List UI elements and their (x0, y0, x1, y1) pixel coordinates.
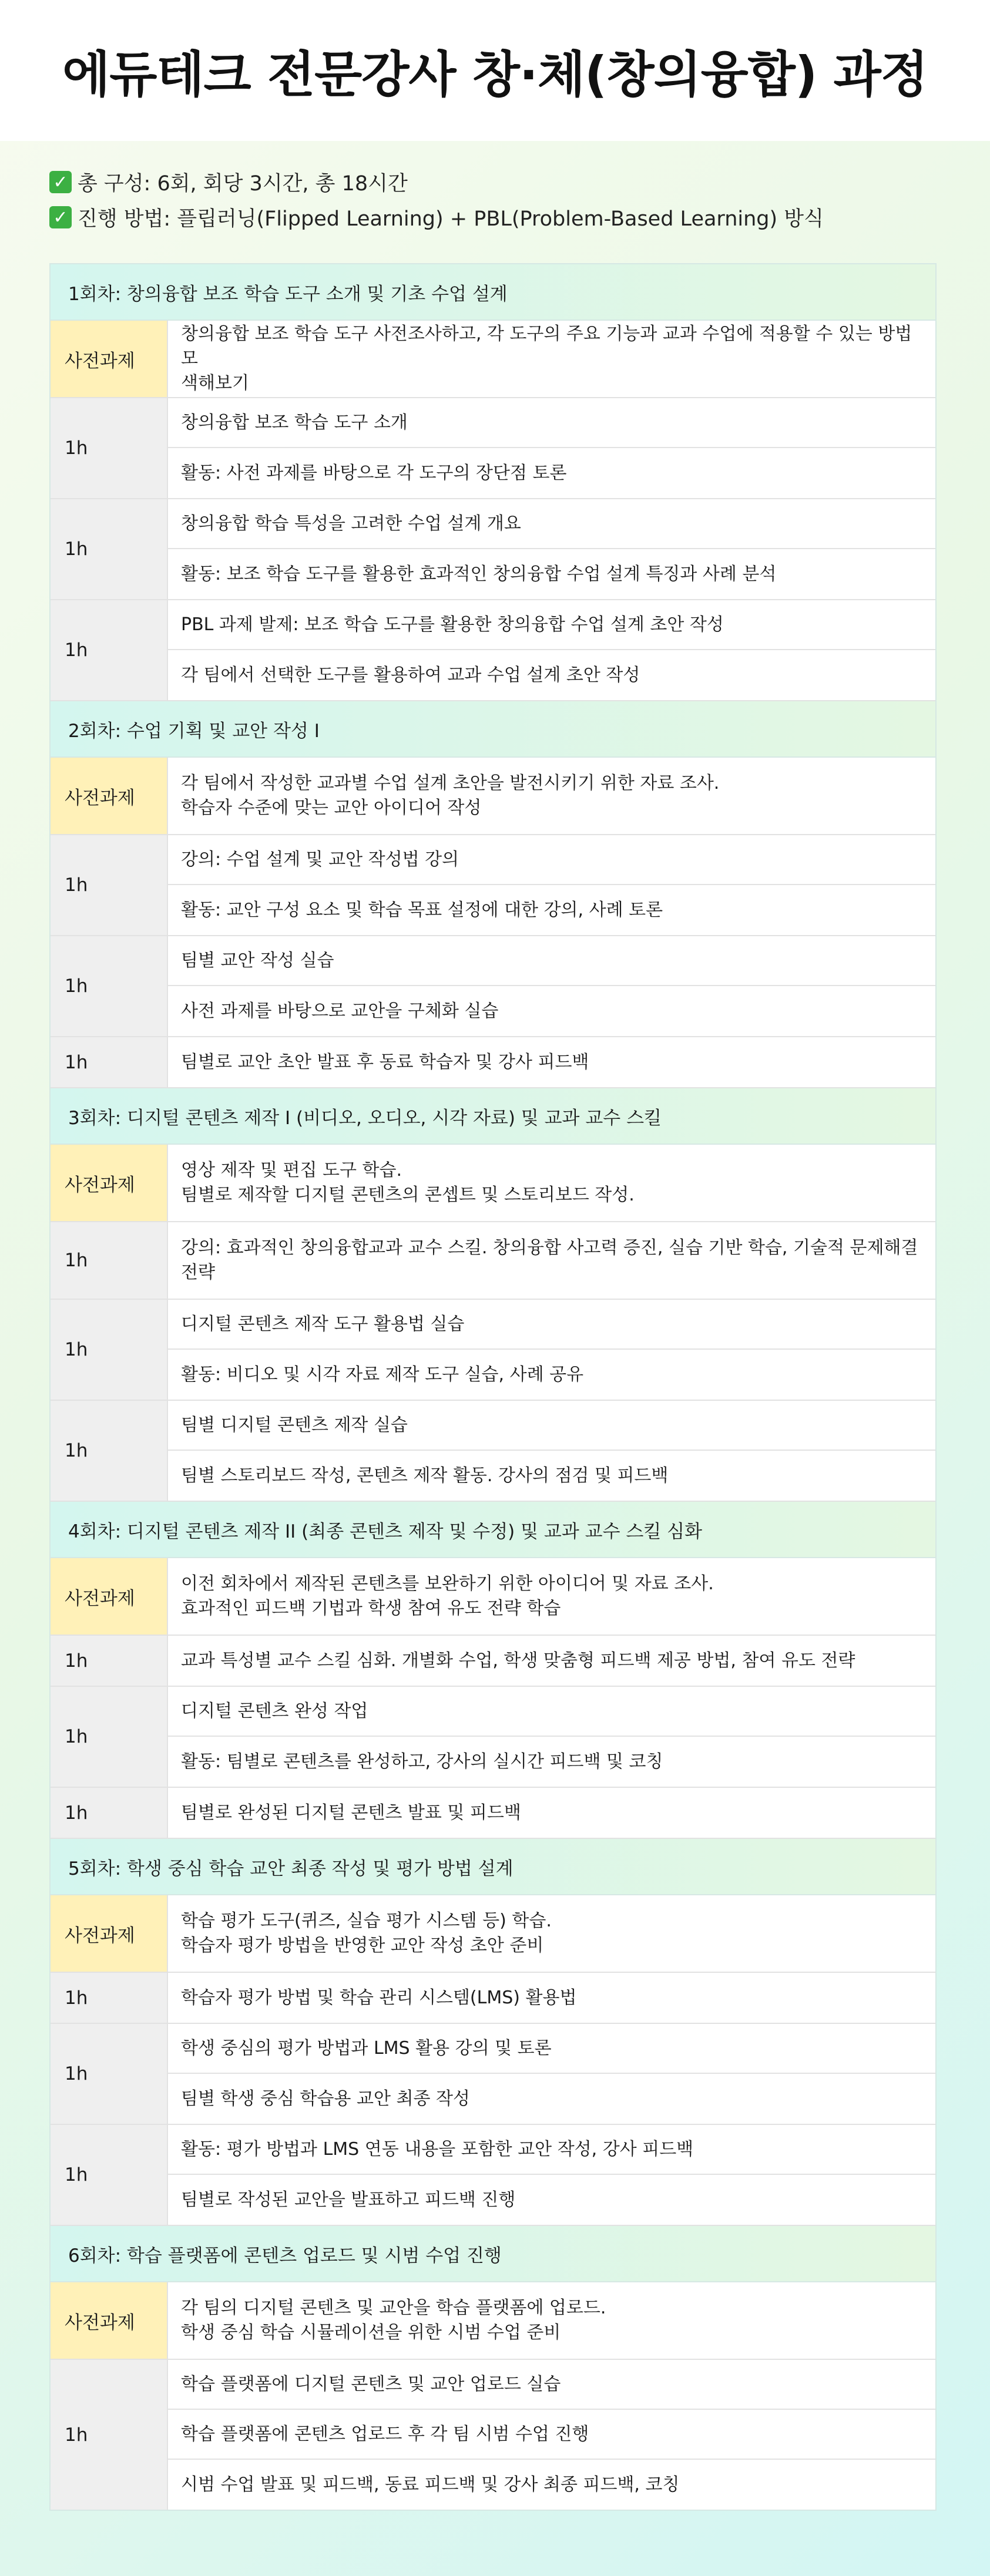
hour-label: 1h (51, 936, 168, 1036)
hour-label: 1h (51, 1037, 168, 1087)
session-title: 2회차: 수업 기획 및 교안 작성 I (51, 701, 935, 758)
activity-text: 활동: 보조 학습 도구를 활용한 효과적인 창의융합 수업 설계 특징과 사례 분석 (181, 563, 777, 584)
activity-item (168, 1451, 935, 1501)
row-content (168, 2360, 935, 2510)
activity-text: 색해보기 (181, 373, 249, 394)
hour-label: 1h (51, 1687, 168, 1787)
hour-label: 1h (51, 1973, 168, 2023)
activity-item (168, 885, 935, 935)
session-title: 3회차: 디지털 콘텐츠 제작 I (비디오, 오디오, 시각 자료) 및 교과 교수 스킬 (51, 1088, 935, 1145)
hour-label: 1h (51, 499, 168, 599)
row-content (168, 936, 935, 1036)
hour-label: 1h (51, 1788, 168, 1838)
row-content (168, 600, 935, 700)
activity-text: 학습 플랫폼에 콘텐츠 업로드 후 각 팀 시범 수업 진행 (181, 2423, 589, 2444)
activity-text: 팀별로 교안 초안 발표 후 동료 학습자 및 강사 피드백 (181, 1051, 589, 1072)
activity-item (168, 1145, 935, 1221)
activity-item (168, 650, 935, 700)
session-row (51, 600, 935, 701)
session-row (51, 2282, 935, 2360)
activity-text: 활동: 팀별로 콘텐츠를 완성하고, 강사의 실시간 피드백 및 코칭 (181, 1751, 663, 1772)
row-content (168, 1636, 935, 1686)
activity-text: 활동: 사전 과제를 바탕으로 각 도구의 장단점 토론 (181, 462, 567, 483)
activity-text: 학습 플랫폼에 디지털 콘텐츠 및 교안 업로드 실습 (181, 2373, 561, 2395)
hour-label: 1h (51, 1636, 168, 1686)
row-content (168, 1145, 935, 1221)
page-title: 에듀테크 전문강사 창·체(창의융합) 과정 (62, 45, 928, 103)
activity-text: 창의융합 보조 학습 도구 소개 (181, 412, 408, 433)
row-content (168, 1401, 935, 1501)
hour-label: 1h (51, 2360, 168, 2510)
hour-label: 1h (51, 1300, 168, 1400)
session-row (51, 321, 935, 398)
activity-text: 각 팀의 디지털 콘텐츠 및 교안을 학습 플랫폼에 업로드. (181, 2298, 606, 2318)
activity-text: 팀별 학생 중심 학습용 교안 최종 작성 (181, 2088, 470, 2109)
activity-text: 팀별로 작성된 교안을 발표하고 피드백 진행 (181, 2189, 516, 2210)
activity-text: 팀별 스토리보드 작성, 콘텐츠 제작 활동. 강사의 점검 및 피드백 (181, 1465, 669, 1486)
session-row (51, 1558, 935, 1636)
activity-item (168, 398, 935, 448)
row-content (168, 1037, 935, 1087)
checkmark-icon: ✓ (49, 206, 72, 228)
activity-text: 디지털 콘텐츠 제작 도구 활용법 실습 (181, 1313, 465, 1334)
intro-text: 총 구성: 6회, 회당 3시간, 총 18시간 (78, 172, 408, 196)
pre-assignment-label: 사전과제 (51, 758, 168, 834)
activity-item (168, 1636, 935, 1686)
activity-text: 전략 (181, 1262, 215, 1283)
activity-item (168, 1300, 935, 1350)
activity-item (168, 1558, 935, 1635)
session-row (51, 1037, 935, 1088)
session-row (51, 1300, 935, 1401)
activity-item (168, 1222, 935, 1299)
activity-text: 팀별로 완성된 디지털 콘텐츠 발표 및 피드백 (181, 1802, 521, 1823)
activity-item (168, 2360, 935, 2410)
activity-text: 학습자 평가 방법을 반영한 교안 작성 초안 준비 (181, 1935, 544, 1956)
activity-text: 효과적인 피드백 기법과 학생 참여 유도 전략 학습 (181, 1598, 561, 1619)
activity-text: 학생 중심의 평가 방법과 LMS 활용 강의 및 토론 (181, 2037, 552, 2059)
activity-text: 창의융합 학습 특성을 고려한 수업 설계 개요 (181, 513, 521, 534)
pre-assignment-label: 사전과제 (51, 1895, 168, 1972)
activity-item (168, 1737, 935, 1787)
activity-text: 교과 특성별 교수 스킬 심화. 개별화 수업, 학생 맞춤형 피드백 제공 방법, 참여 유도 전략 (181, 1650, 855, 1671)
session-row (51, 2360, 935, 2510)
hour-label: 1h (51, 2125, 168, 2225)
activity-item (168, 936, 935, 986)
row-content (168, 1895, 935, 1972)
activity-item (168, 835, 935, 885)
activity-text: 이전 회차에서 제작된 콘텐츠를 보완하기 위한 아이디어 및 자료 조사. (181, 1573, 714, 1594)
intro-summary (49, 164, 942, 235)
session-row (51, 835, 935, 936)
session-row (51, 758, 935, 835)
checkmark-icon: ✓ (49, 171, 72, 193)
session-row (51, 1895, 935, 1973)
hour-label: 1h (51, 1222, 168, 1299)
activity-item (168, 1973, 935, 2023)
pre-assignment-label: 사전과제 (51, 1145, 168, 1221)
session-title: 5회차: 학생 중심 학습 교안 최종 작성 및 평가 방법 설계 (51, 1839, 935, 1895)
hour-label: 1h (51, 600, 168, 700)
session-row (51, 1636, 935, 1687)
session-row (51, 1222, 935, 1300)
session-row (51, 1401, 935, 1502)
activity-item (168, 448, 935, 498)
pre-assignment-label: 사전과제 (51, 1558, 168, 1635)
activity-item (168, 2460, 935, 2510)
row-content (168, 1222, 935, 1299)
session-row (51, 1973, 935, 2024)
activity-item (168, 758, 935, 834)
activity-item (168, 549, 935, 599)
row-content (168, 2282, 935, 2359)
activity-text: 활동: 평가 방법과 LMS 연동 내용을 포함한 교안 작성, 강사 피드백 (181, 2138, 694, 2160)
session-row (51, 1687, 935, 1788)
row-content (168, 2125, 935, 2225)
activity-text: 학생 중심 학습 시뮬레이션을 위한 시범 수업 준비 (181, 2322, 561, 2343)
activity-text: 학습 평가 도구(퀴즈, 실습 평가 시스템 등) 학습. (181, 1911, 552, 1931)
activity-text: 팀별 디지털 콘텐츠 제작 실습 (181, 1414, 408, 1435)
row-content (168, 398, 935, 498)
row-content (168, 835, 935, 935)
session-row (51, 936, 935, 1037)
activity-item (168, 2125, 935, 2175)
row-content (168, 758, 935, 834)
row-content (168, 2024, 935, 2124)
activity-text: 창의융합 보조 학습 도구 사전조사하고, 각 도구의 주요 기능과 교과 수업에 적용할 수 있는 방법 모 (181, 324, 912, 369)
activity-text: 영상 제작 및 편집 도구 학습. (181, 1160, 402, 1181)
activity-item (168, 2410, 935, 2460)
activity-item (168, 2074, 935, 2124)
activity-text: PBL 과제 발제: 보조 학습 도구를 활용한 창의융합 수업 설계 초안 작성 (181, 614, 724, 635)
hour-label: 1h (51, 2024, 168, 2124)
hour-label: 1h (51, 398, 168, 498)
session-row (51, 1145, 935, 1222)
pre-assignment-label: 사전과제 (51, 321, 168, 397)
activity-text: 강의: 효과적인 창의융합교과 교수 스킬. 창의융합 사고력 증진, 실습 기반 학습, 기술적 문제해결 (181, 1237, 918, 1258)
activity-text: 팀별 교안 작성 실습 (181, 950, 334, 971)
pre-assignment-label: 사전과제 (51, 2282, 168, 2359)
activity-item (168, 321, 935, 397)
row-content (168, 1687, 935, 1787)
curriculum-table (49, 263, 937, 2511)
activity-text: 시범 수업 발표 및 피드백, 동료 피드백 및 강사 최종 피드백, 코칭 (181, 2474, 680, 2495)
session-title: 4회차: 디지털 콘텐츠 제작 II (최종 콘텐츠 제작 및 수정) 및 교과 교수 스킬 심화 (51, 1502, 935, 1558)
activity-text: 강의: 수업 설계 및 교안 작성법 강의 (181, 849, 459, 870)
row-content (168, 1788, 935, 1838)
activity-item (168, 2175, 935, 2225)
row-content (168, 1558, 935, 1635)
activity-text: 각 팀에서 선택한 도구를 활용하여 교과 수업 설계 초안 작성 (181, 664, 640, 685)
intro-line-composition (49, 164, 942, 200)
hour-label: 1h (51, 1401, 168, 1501)
activity-text: 학습자 평가 방법 및 학습 관리 시스템(LMS) 활용법 (181, 1987, 577, 2008)
activity-item (168, 1687, 935, 1737)
activity-item (168, 499, 935, 549)
activity-text: 학습자 수준에 맞는 교안 아이디어 작성 (181, 798, 482, 818)
activity-text: 각 팀에서 작성한 교과별 수업 설계 초안을 발전시키기 위한 자료 조사. (181, 773, 720, 793)
session-row (51, 398, 935, 499)
row-content (168, 321, 935, 397)
activity-text: 활동: 교안 구성 요소 및 학습 목표 설정에 대한 강의, 사례 토론 (181, 899, 663, 920)
activity-text: 활동: 비디오 및 시각 자료 제작 도구 실습, 사례 공유 (181, 1364, 584, 1385)
activity-item (168, 986, 935, 1036)
activity-item (168, 2282, 935, 2359)
row-content (168, 1973, 935, 2023)
intro-line-method (49, 200, 942, 235)
session-title: 1회차: 창의융합 보조 학습 도구 소개 및 기초 수업 설계 (51, 264, 935, 321)
activity-item (168, 1350, 935, 1400)
session-row (51, 499, 935, 600)
session-row (51, 2024, 935, 2125)
activity-text: 디지털 콘텐츠 완성 작업 (181, 1700, 368, 1721)
session-row (51, 2125, 935, 2226)
hour-label: 1h (51, 835, 168, 935)
activity-item (168, 600, 935, 650)
activity-item (168, 1788, 935, 1838)
intro-text: 진행 방법: 플립러닝(Flipped Learning) + PBL(Problem-Based Learning) 방식 (78, 207, 824, 231)
activity-item (168, 2024, 935, 2074)
activity-text: 사전 과제를 바탕으로 교안을 구체화 실습 (181, 1000, 499, 1021)
session-row (51, 1788, 935, 1839)
session-title: 6회차: 학습 플랫폼에 콘텐츠 업로드 및 시범 수업 진행 (51, 2226, 935, 2282)
activity-item (168, 1895, 935, 1972)
row-content (168, 499, 935, 599)
activity-text: 팀별로 제작할 디지털 콘텐츠의 콘셉트 및 스토리보드 작성. (181, 1185, 635, 1205)
activity-item (168, 1037, 935, 1087)
page-header (0, 0, 990, 141)
row-content (168, 1300, 935, 1400)
activity-item (168, 1401, 935, 1451)
